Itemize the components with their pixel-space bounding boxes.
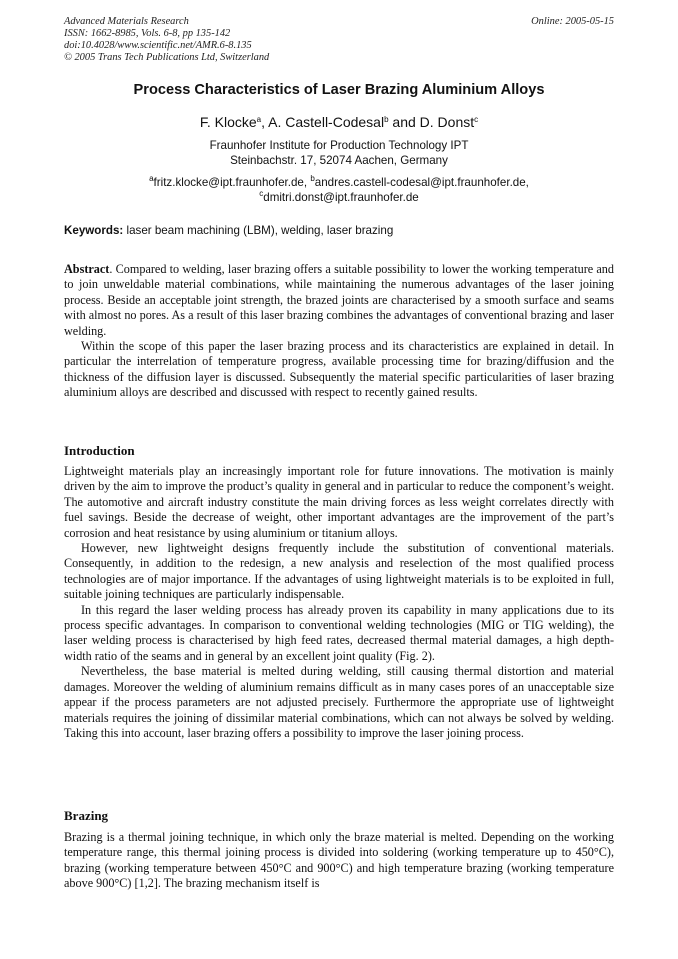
copyright-line: © 2005 Trans Tech Publications Ltd, Switzerland (64, 52, 270, 63)
body-paragraph: Nevertheless, the base material is melted during welding, still causing thermal distortion and material damages. Moreover the welding of aluminium remains difficult as in many cases pores of an unacceptable size appear if the process parameters are not adjusted precisely. Furthermore the appropriate use of lightweight materials requires the joining of dissimilar material combinations, which can not always be solved by welding. Taking this into account, laser brazing offers a possibility to improve the laser joining process. (64, 664, 614, 740)
email-line-1 (0, 176, 678, 191)
abstract-paragraph: Within the scope of this paper the laser brazing process and its characteristics are explained in detail. In particular the interrelation of temperature progress, available processing time for brazing/diffusion and the thickness of the diffusion layer is discussed. Subsequently the material specific particularities of laser brazing aluminium alloys are described and discussed with respect to recently gained results. (64, 339, 614, 400)
paper-title: Process Characteristics of Laser Brazing Aluminium Alloys (133, 82, 545, 98)
keywords-text: laser beam machining (LBM), welding, laser brazing (123, 224, 394, 237)
abstract-paragraph (64, 262, 614, 339)
abstract-text: . Compared to welding, laser brazing offers a suitable possibility to lower the working temperature and to join unweldable material combinations, while maintaining the numerous advantages of the laser joining process. Beside an acceptable joint strength, the brazed joints are characterised by a smooth surface and seams with almost no pores. As a result of this laser brazing combines the advantages of conventional brazing and laser welding. (64, 262, 614, 338)
email-superscript: b (310, 174, 315, 183)
author-separator: , (261, 114, 269, 130)
author-name: D. Donst (419, 114, 475, 130)
email-superscript: a (149, 174, 154, 183)
journal-header (64, 16, 269, 64)
body-paragraph: Brazing is a thermal joining technique, in which only the braze material is melted. Depending on the working temperature range, this thermal joining process is divided into soldering (working temperature up to 450°C), brazing (working temperature between 450°C and 900°C) and high temperature brazing (working temperature above 900°C) [1,2]. The brazing mechanism itself is (64, 830, 614, 891)
author-list (0, 114, 678, 130)
author-superscript: b (384, 115, 389, 124)
abstract-label: Abstract (64, 262, 110, 276)
journal-name: Advanced Materials Research (64, 16, 189, 27)
issn-line: ISSN: 1662-8985, Vols. 6-8, pp 135-142 (64, 28, 231, 39)
keywords-label: Keywords: (64, 224, 124, 237)
introduction-heading: Introduction (64, 443, 135, 458)
author-separator: and (388, 114, 420, 130)
brazing-heading: Brazing (64, 808, 109, 823)
author-name: F. Klocke (199, 114, 257, 130)
email-donst[interactable]: dmitri.donst@ipt.fraunhofer.de (263, 190, 419, 204)
author-superscript: a (256, 115, 262, 124)
email-klocke[interactable]: fritz.klocke@ipt.fraunhofer.de, (153, 176, 311, 189)
abstract-section (64, 262, 614, 401)
author-superscript: c (474, 115, 479, 124)
author-name: A. Castell-Codesal (268, 114, 385, 130)
introduction-section (64, 464, 614, 741)
affiliation-institute: Fraunhofer Institute for Production Technology IPT (209, 139, 469, 152)
keywords (64, 224, 393, 237)
online-date: Online: 2005-05-15 (531, 16, 614, 27)
email-superscript: c (259, 188, 264, 198)
body-paragraph: Lightweight materials play an increasingly important role for future innovations. The motivation is mainly driven by the aim to improve the product’s quality in general and in particular to reduce the component’s weight. The automotive and aircraft industry constitute the main driving forces as less weight correlates directly with fuel savings. Beside the decrease of weight, other important advantages are the improvement of the part’s corrosion and heat resistance by using aluminium or titanium alloys. (64, 464, 614, 540)
email-castell-codesal[interactable]: andres.castell-codesal@ipt.fraunhofer.de, (314, 176, 529, 189)
body-paragraph: However, new lightweight designs frequently include the substitution of conventional materials. Consequently, in addition to the redesign, a new analysis and reselection of the most qualified process technologies are of major importance. If the advantages of using lightweight materials is to be exploited in full, suitable joining techniques are particularly indispensable. (64, 541, 614, 602)
affiliation (0, 138, 678, 168)
doi-line[interactable]: doi:10.4028/www.scientific.net/AMR.6-8.135 (64, 40, 252, 51)
email-line-2 (0, 188, 678, 206)
body-paragraph: In this regard the laser welding process has already proven its capability in many applications due to its process specific advantages. In comparison to conventional welding technologies (MIG or TIG welding), the laser welding process is characterised by high feed rates, decreased thermal material damages, a high depth-width ratio of the seams and in general by an excellent joint quality (Fig. 2). (64, 602, 614, 663)
email-list (0, 176, 678, 205)
brazing-section (64, 830, 614, 892)
affiliation-address: Steinbachstr. 17, 52074 Aachen, Germany (230, 154, 448, 167)
